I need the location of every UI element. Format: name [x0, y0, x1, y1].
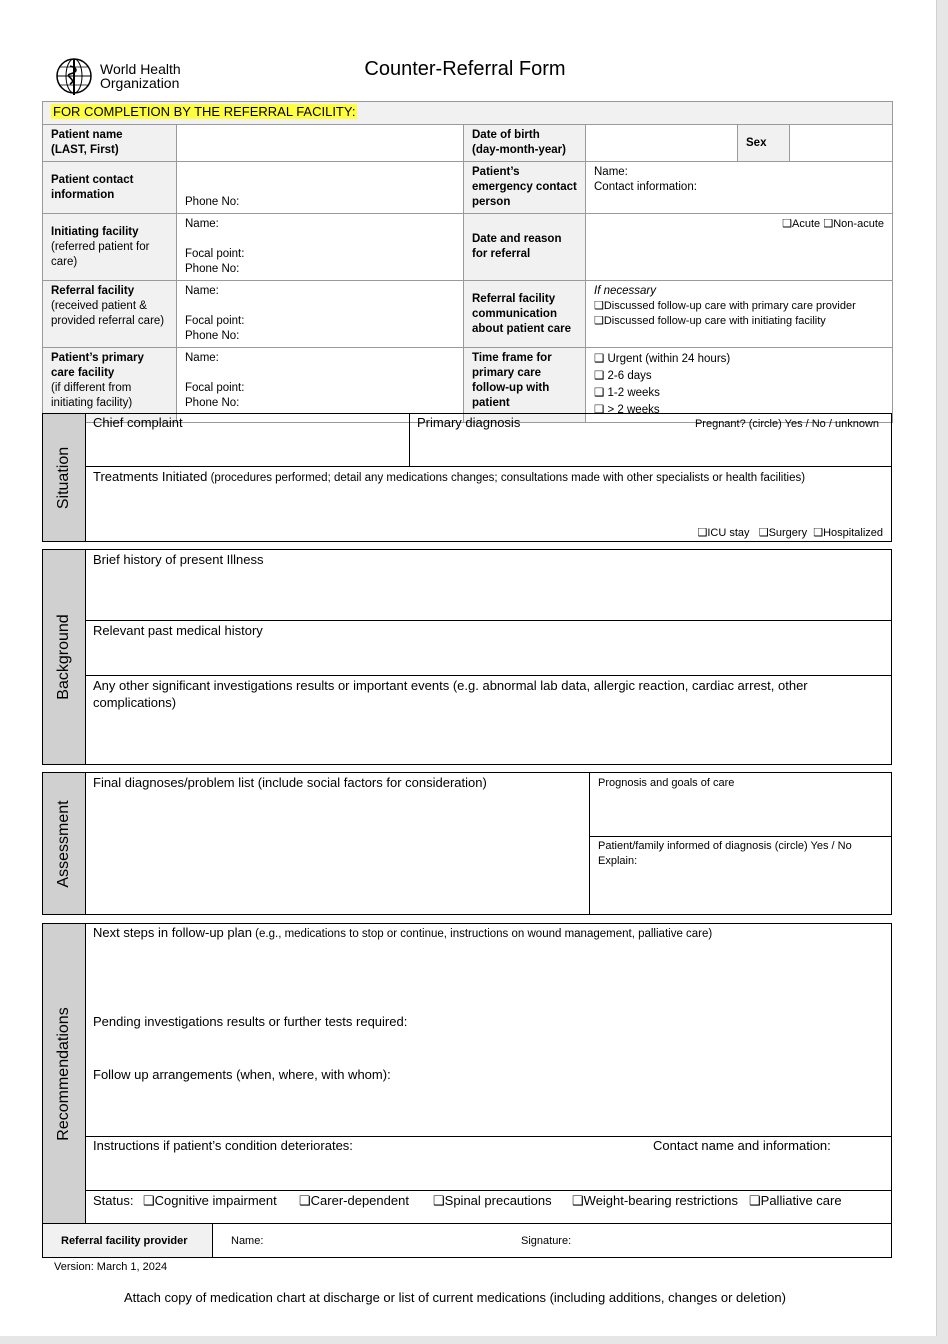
other-investigations-hint: complications): [93, 695, 177, 710]
chief-complaint-label: Chief complaint: [93, 415, 183, 430]
tf-urgent-checkbox[interactable]: ❑ Urgent (within 24 hours): [594, 353, 731, 365]
primary-care-field[interactable]: Name: Focal point: Phone No:: [177, 348, 464, 423]
dob-field[interactable]: [586, 125, 738, 162]
contact-name-label: Contact name and information:: [653, 1138, 831, 1153]
who-emblem-icon: [54, 56, 94, 96]
informed-question[interactable]: Patient/family informed of diagnosis (circle) Yes / No: [598, 840, 852, 852]
tf-2-6-days-checkbox[interactable]: ❑ 2-6 days: [594, 370, 652, 382]
date-reason-label: Date and reason for referral: [464, 214, 586, 281]
non-acute-checkbox[interactable]: ❑Non-acute: [823, 218, 884, 230]
initiating-facility-field[interactable]: Name: Focal point: Phone No:: [177, 214, 464, 281]
page-bottom-edge: [0, 1336, 948, 1344]
date-reason-field[interactable]: [586, 214, 893, 281]
provider-row: [42, 1223, 892, 1258]
if-necessary-note: If necessary: [594, 285, 656, 297]
tf-1-2-weeks-checkbox[interactable]: ❑ 1-2 weeks: [594, 387, 660, 399]
patient-name-field[interactable]: [177, 125, 464, 162]
prognosis-label: Prognosis and goals of care: [598, 777, 735, 789]
hospitalized-checkbox[interactable]: ❑Hospitalized: [813, 527, 883, 539]
who-logo: [54, 56, 194, 96]
communication-label: Referral facility communication about patient care: [464, 281, 586, 348]
communication-field: [586, 281, 893, 348]
recommendations-section: [42, 923, 892, 1224]
comm-primary-checkbox[interactable]: ❑Discussed follow-up care with primary care provider: [594, 300, 856, 312]
palliative-care-checkbox[interactable]: ❑Palliative care: [749, 1193, 842, 1208]
timeframe-field: [586, 348, 893, 423]
provider-name-label[interactable]: Name:: [231, 1235, 264, 1247]
past-history-label: Relevant past medical history: [93, 623, 263, 638]
treatments-label: Treatments Initiated (procedures performed; detail any medications changes; consultations made with other specialists or health facilities): [93, 469, 806, 484]
assessment-label: Assessment: [43, 773, 86, 914]
sex-field[interactable]: [790, 125, 893, 162]
other-investigations-label: Any other significant investigations results or important events (e.g. abnormal lab data, allergic reaction, cardiac arrest, other: [93, 678, 808, 693]
dob-label: Date of birth (day-month-year): [464, 125, 586, 162]
patient-info-table: [42, 101, 893, 423]
brief-history-label: Brief history of present Illness: [93, 552, 264, 567]
comm-initiating-checkbox[interactable]: ❑Discussed follow-up care with initiating facility: [594, 315, 826, 327]
spinal-precautions-checkbox[interactable]: ❑Spinal precautions: [433, 1193, 552, 1208]
contact-field[interactable]: [177, 162, 464, 214]
attach-note: Attach copy of medication chart at discharge or list of current medications (including additions, changes or deletion): [124, 1290, 786, 1305]
weight-bearing-checkbox[interactable]: ❑Weight-bearing restrictions: [572, 1193, 739, 1208]
phone-no-label: Phone No:: [185, 196, 240, 208]
pending-label: Pending investigations results or further tests required:: [93, 1014, 408, 1029]
primary-diagnosis-label: Primary diagnosis: [417, 415, 521, 430]
situation-label: Situation: [43, 414, 86, 541]
status-label: Status:: [93, 1193, 134, 1208]
provider-label: Referral facility provider: [61, 1235, 188, 1247]
primary-care-label: Patient’s primary care facility (if different from initiating facility): [43, 348, 177, 423]
next-steps-label: Next steps in follow-up plan (e.g., medications to stop or continue, instructions on wound management, palliative care): [93, 925, 713, 940]
page-title: Counter-Referral Form: [364, 58, 566, 80]
carer-dependent-checkbox[interactable]: ❑Carer-dependent: [299, 1193, 409, 1208]
cognitive-impairment-checkbox[interactable]: ❑Cognitive impairment: [143, 1193, 277, 1208]
initiating-facility-label: Initiating facility (referred patient for care): [43, 214, 177, 281]
provider-signature-label[interactable]: Signature:: [521, 1235, 572, 1247]
follow-up-label: Follow up arrangements (when, where, with whom):: [93, 1067, 391, 1082]
patient-name-label: Patient name (LAST, First): [43, 125, 177, 162]
page-edge: [936, 0, 948, 1344]
background-section: [42, 549, 892, 765]
completion-banner-cell: [43, 102, 893, 125]
referral-facility-field[interactable]: Name: Focal point: Phone No:: [177, 281, 464, 348]
assessment-section: [42, 772, 892, 915]
icu-checkbox[interactable]: ❑ICU stay: [697, 527, 750, 539]
sex-label: Sex: [738, 125, 790, 162]
completion-banner: FOR COMPLETION BY THE REFERRAL FACILITY:: [53, 104, 356, 119]
pregnant-question[interactable]: Pregnant? (circle) Yes / No / unknown: [694, 418, 879, 430]
explain-label: Explain:: [598, 855, 638, 867]
situation-checkboxes: [697, 525, 883, 541]
recommendations-label: Recommendations: [43, 924, 86, 1223]
acute-checkbox[interactable]: ❑Acute: [782, 218, 821, 230]
emergency-contact-label: Patient’s emergency contact person: [464, 162, 586, 214]
tf-over-2-weeks-checkbox[interactable]: ❑ > 2 weeks: [594, 404, 660, 416]
referral-facility-label: Referral facility (received patient & provided referral care): [43, 281, 177, 348]
timeframe-label: Time frame for primary care follow-up with patient: [464, 348, 586, 423]
contact-label: Patient contact information: [43, 162, 177, 214]
emergency-contact-field[interactable]: Name: Contact information:: [586, 162, 893, 214]
final-diagnoses-label: Final diagnoses/problem list (include social factors for consideration): [93, 775, 487, 790]
instructions-label: Instructions if patient’s condition deteriorates:: [93, 1138, 353, 1153]
org-name-line1: World Health: [100, 61, 181, 77]
situation-section: [42, 413, 892, 542]
surgery-checkbox[interactable]: ❑Surgery: [758, 527, 808, 539]
version-text: Version: March 1, 2024: [54, 1261, 168, 1273]
background-label: Background: [43, 550, 86, 764]
org-name: [100, 62, 181, 90]
org-name-line2: Organization: [100, 75, 180, 91]
